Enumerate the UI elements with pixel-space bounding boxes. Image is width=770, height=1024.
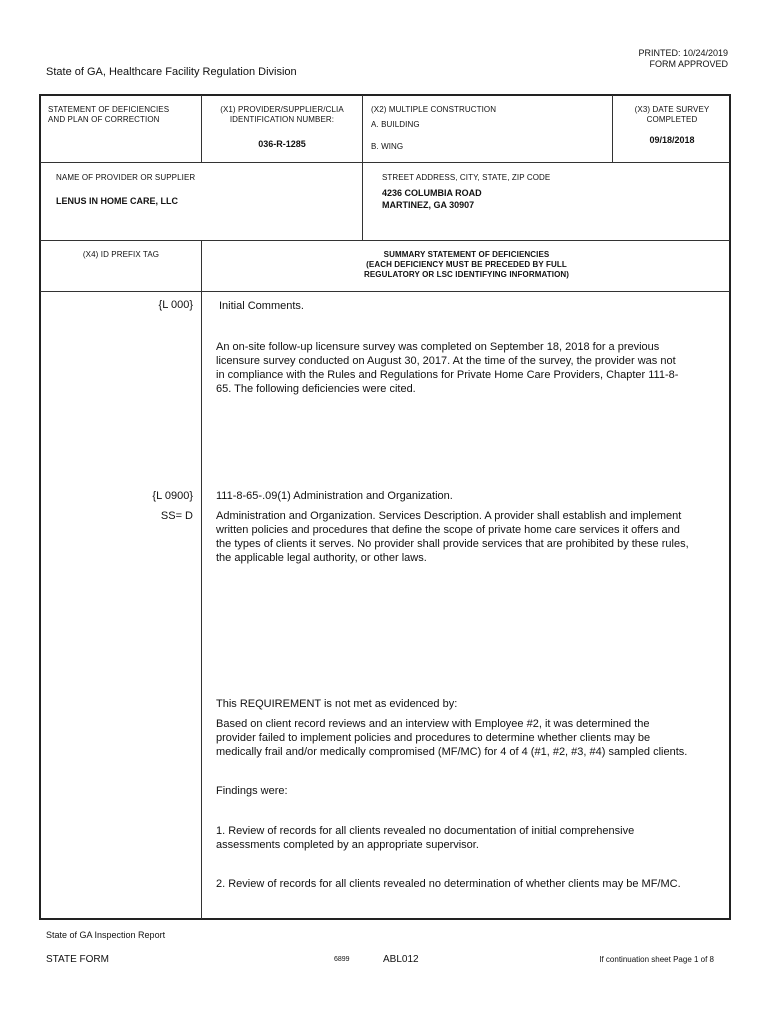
provider-label: NAME OF PROVIDER OR SUPPLIER [56, 173, 196, 182]
footer-continuation: If continuation sheet Page 1 of 8 [599, 955, 714, 964]
tag-l0900: {L 0900} [152, 490, 193, 502]
summary-heading: SUMMARY STATEMENT OF DEFICIENCIES (EACH DEFICIENCY MUST BE PRECEDED BY FULL REGULATORY OR LSC IDENTIFYING INFORMATION) [363, 250, 570, 279]
divider-col-x3 [612, 95, 613, 162]
x2-wing: B. WING [371, 142, 404, 151]
paragraph-evidence: Based on client record reviews and an interview with Employee #2, it was determined the provider failed to implement policies and procedures to determine whether clients may be medically frail and/or medically compromised (MF/MC) for 4 of 4 (#1, #2, #3, #4) sampled clients. [216, 718, 688, 758]
provider-name: LENUS IN HOME CARE, LLC [56, 196, 179, 206]
x4-label: (X4) ID PREFIX TAG [82, 250, 160, 259]
findings-heading: Findings were: [216, 785, 288, 797]
finding-item-1: 1. Review of records for all clients revealed no documentation of initial comprehensive assessments completed by an appropriate supervisor. [216, 825, 635, 851]
x2-building: A. BUILDING [371, 120, 420, 129]
footer-code: ABL012 [383, 954, 419, 965]
x2-label: (X2) MULTIPLE CONSTRUCTION [371, 105, 497, 114]
initial-comments: Initial Comments. [219, 300, 304, 312]
form-approved: FORM APPROVED [649, 59, 728, 69]
address-label: STREET ADDRESS, CITY, STATE, ZIP CODE [382, 173, 551, 182]
divider-header-row3 [40, 291, 730, 292]
printed-date: PRINTED: 10/24/2019 [638, 48, 728, 58]
provider-id-value: 036-R-1285 [258, 139, 306, 149]
footer-state-form: STATE FORM [46, 954, 109, 965]
agency-title: State of GA, Healthcare Facility Regulation Division [46, 66, 297, 78]
rule-title: 111-8-65-.09(1) Administration and Organization. [216, 490, 453, 502]
statement-label: STATEMENT OF DEFICIENCIES AND PLAN OF CORRECTION [48, 105, 170, 124]
divider-header-row1 [40, 162, 730, 163]
footer-report-name: State of GA Inspection Report [46, 930, 166, 940]
divider-col-x1 [201, 95, 202, 162]
tag-severity: SS= D [160, 510, 193, 522]
report-frame [39, 94, 731, 920]
tag-l000: {L 000} [158, 299, 193, 311]
divider-col-tag [201, 240, 202, 919]
survey-date-value: 09/18/2018 [649, 135, 695, 145]
divider-col-x2 [362, 95, 363, 162]
divider-col-address [362, 162, 363, 240]
divider-header-row2 [40, 240, 730, 241]
footer-form-number: 6899 [334, 956, 350, 963]
x1-label: (X1) PROVIDER/SUPPLIER/CLIA IDENTIFICATION NUMBER: [220, 105, 344, 124]
paragraph-rule-text: Administration and Organization. Services Description. A provider shall establish and implement written policies and procedures that define the scope of private home care services it offers and the types of clients it serves. No provider shall provide services that are prohibited by these rules, the applicable legal authority, or other laws. [216, 510, 689, 564]
finding-item-2: 2. Review of records for all clients revealed no determination of whether clients may be MF/MC. [216, 878, 681, 890]
x3-label: (X3) DATE SURVEY COMPLETED [634, 105, 710, 124]
requirement-statement: This REQUIREMENT is not met as evidenced by: [216, 698, 458, 710]
paragraph-survey-intro: An on-site follow-up licensure survey was completed on September 18, 2018 for a previous licensure survey conducted on August 30, 2017. At the time of the survey, the provider was not in compliance with the Rules and Regulations for Private Home Care Providers, Chapter 111-8- 65. The following deficiencies were cited. [216, 341, 679, 395]
street-address: 4236 COLUMBIA ROAD MARTINEZ, GA 30907 [382, 188, 482, 210]
